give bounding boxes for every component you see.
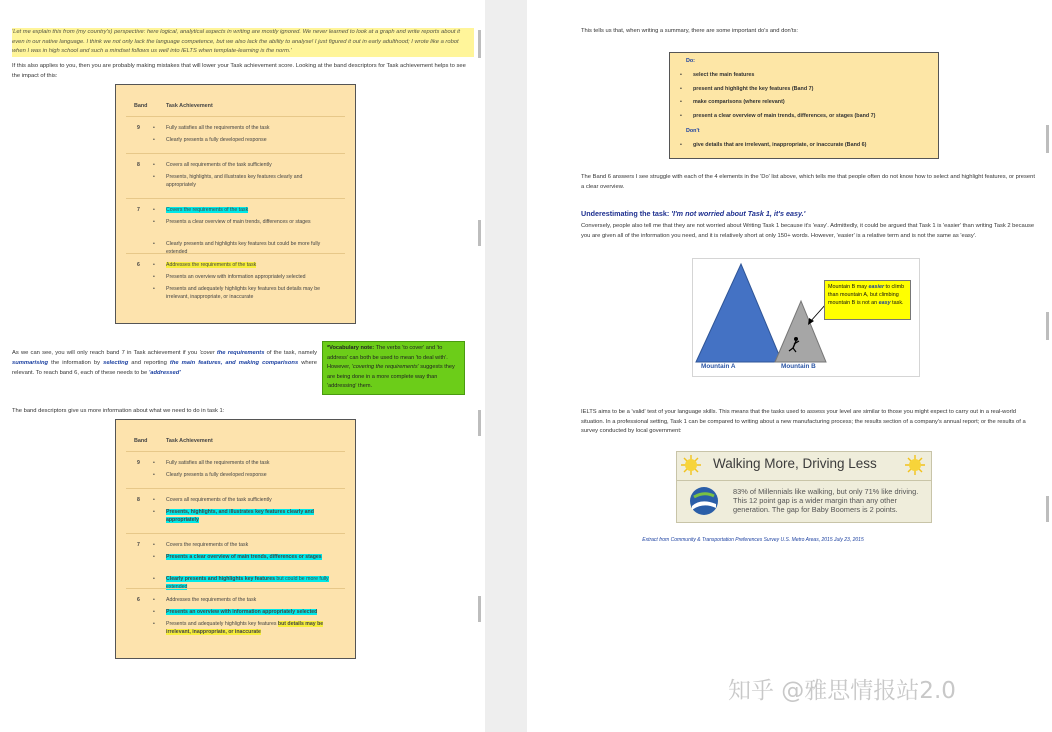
band-descriptor-intro: The band descriptors give us more information about what we need to do in task 1: bbox=[12, 408, 225, 414]
summary-intro: This tells us that, when writing a summary, there are some important do's and don'ts: bbox=[581, 28, 799, 34]
bullet: • bbox=[153, 497, 155, 503]
text-run: of the task, namely bbox=[264, 350, 317, 356]
scrollbar-thumb[interactable] bbox=[478, 30, 481, 58]
band-column-header: Band bbox=[134, 438, 148, 444]
band6-paragraph: The Band 6 answers I see struggle with each of the 4 elements in the 'Do' list above, which tells me that people often do not know how to select and highlight features, or present a clear overview. bbox=[581, 174, 1035, 190]
band-number: 7 bbox=[137, 207, 140, 213]
text-run: where relevant. To reach band 6, each of these needs to be bbox=[12, 360, 318, 376]
text-run: selecting bbox=[103, 360, 129, 366]
text-run: ' suggests they are being done in a more complete way than 'addressing' them. bbox=[327, 364, 455, 389]
text-run: to climb than mountain A, but climbing mountain B is not an bbox=[828, 284, 905, 306]
band-number: 6 bbox=[137, 597, 140, 603]
band-column-header: Band bbox=[134, 103, 148, 109]
descriptor-run: but could be more fully extended bbox=[166, 576, 329, 590]
descriptor-text bbox=[166, 553, 333, 561]
descriptor-run: Presents an overview with information appropriately selected bbox=[166, 274, 306, 280]
descriptor-text bbox=[166, 459, 333, 467]
bullet: • bbox=[153, 219, 155, 225]
band-row bbox=[126, 153, 345, 198]
survey-logo-icon bbox=[689, 486, 719, 516]
list-item-text: present a clear overview of main trends, differences, or stages (band 7) bbox=[693, 112, 876, 119]
descriptor-text bbox=[166, 261, 333, 269]
descriptor-run: Clearly presents a fully developed response bbox=[166, 137, 267, 143]
mountain-b-triangle bbox=[775, 301, 826, 362]
descriptor-run: Covers the requirements of the task bbox=[166, 207, 249, 213]
bullet: • bbox=[680, 112, 682, 119]
bullet: • bbox=[153, 576, 155, 582]
scrollbar-thumb[interactable] bbox=[1046, 312, 1049, 340]
bullet: • bbox=[153, 542, 155, 548]
band-number: 8 bbox=[137, 497, 140, 503]
text-run: 'addressed' bbox=[148, 370, 181, 376]
bullet: • bbox=[153, 274, 155, 280]
text-run: easy bbox=[878, 300, 891, 306]
sun-icon bbox=[681, 455, 701, 475]
descriptor-text bbox=[166, 124, 333, 132]
mountain-callout bbox=[824, 280, 911, 320]
descriptor-run: Presents, highlights, and illustrates key features clearly and appropriately bbox=[166, 174, 303, 188]
survey-caption: Extract from Community & Transportation Preferences Survey U.S. Metro Areas, 2015 July 23, 2015 bbox=[642, 537, 864, 543]
section-heading bbox=[581, 209, 805, 218]
band-number: 6 bbox=[137, 262, 140, 268]
descriptor-run: but details may be irrelevant, inappropriate, or inaccurate bbox=[166, 621, 324, 635]
band-number: 8 bbox=[137, 162, 140, 168]
descriptor-run: Presents a clear overview of main trends, differences or stages bbox=[166, 219, 311, 225]
text-run: task. bbox=[890, 300, 904, 306]
task-achievement-column-header: Task Achievement bbox=[166, 103, 213, 109]
descriptor-run: Presents, highlights, and illustrates key features clearly and appropriately bbox=[166, 509, 314, 523]
descriptor-run: Presents a clear overview of main trends, differences or stages bbox=[166, 554, 322, 560]
bullet: • bbox=[153, 174, 155, 180]
descriptor-text bbox=[166, 136, 333, 144]
right-page bbox=[527, 0, 1052, 732]
descriptor-run: Presents an overview with information appropriately selected bbox=[166, 609, 318, 615]
bullet: • bbox=[153, 460, 155, 466]
descriptor-run: Fully satisfies all the requirements of the task bbox=[166, 125, 270, 131]
bullet: • bbox=[153, 554, 155, 560]
bullet: • bbox=[153, 162, 155, 168]
bullet: • bbox=[680, 72, 682, 78]
band-row bbox=[126, 451, 345, 488]
band-row bbox=[126, 253, 345, 312]
mountain-illustration bbox=[692, 258, 920, 377]
bullet: • bbox=[680, 85, 682, 92]
text-run: Mountain B may bbox=[828, 284, 869, 290]
band-number: 9 bbox=[137, 460, 140, 466]
bullet: • bbox=[153, 137, 155, 143]
descriptor-text bbox=[166, 620, 333, 636]
descriptor-run: Covers all requirements of the task sufficiently bbox=[166, 497, 272, 503]
scrollbar-thumb[interactable] bbox=[478, 596, 481, 622]
descriptor-text bbox=[166, 161, 333, 169]
ielts-validity-paragraph: IELTS aims to be a 'valid' test of your language skills. This means that the tasks used to assess your level are similar to those you might expect to carry out in a real-world situation. In a professional setting, Task 1 can be compared to writing about a new manufacturing process; the results section of a company's annual report; or the results of a survey conducted by local government: bbox=[581, 409, 1026, 434]
left-page bbox=[0, 0, 485, 732]
text-run: the information by bbox=[48, 360, 104, 366]
text-run: the requirements bbox=[216, 350, 265, 356]
bullet: • bbox=[153, 207, 155, 213]
descriptor-text bbox=[166, 496, 333, 504]
list-item-text: select the main features bbox=[693, 72, 755, 78]
sun-icon bbox=[905, 455, 925, 475]
conversely-paragraph: Conversely, people also tell me that they are not worried about Writing Task 1 because it's 'easy'. Admittedly, it could be argued that Task 1 is 'easier' than writing Task 2 because you are given all of the information you need, and it is relatively short at only 150+ words. However, 'easier' is a relative term and is not the same as 'easy'. bbox=[581, 223, 1035, 239]
bullet: • bbox=[153, 125, 155, 131]
descriptor-text bbox=[166, 508, 333, 524]
task-achievement-column-header: Task Achievement bbox=[166, 438, 213, 444]
band-row bbox=[126, 488, 345, 533]
descriptor-run: Clearly presents a fully developed response bbox=[166, 472, 267, 478]
heading-text: Underestimating the task: bbox=[581, 209, 672, 218]
bullet: • bbox=[153, 609, 155, 615]
band-row bbox=[126, 533, 345, 588]
do-heading: Do: bbox=[686, 58, 695, 64]
descriptor-run: Clearly presents and highlights key features but could be more fully extended bbox=[166, 241, 321, 255]
bullet: • bbox=[153, 472, 155, 478]
band-descriptor-table-highlighted bbox=[115, 419, 356, 659]
band-descriptor-table bbox=[115, 84, 356, 324]
survey-body: 83% of Millennials like walking, but only 71% like driving. This 12 point gap is a wider margin than any other generation. The gap for Baby Boomers is 2 points. bbox=[733, 487, 919, 515]
bullet: • bbox=[680, 142, 682, 148]
list-item-text: make comparisons (where relevant) bbox=[693, 99, 785, 105]
band-number: 7 bbox=[137, 542, 140, 548]
band-row bbox=[126, 198, 345, 253]
descriptor-run: Addresses the requirements of the task bbox=[166, 597, 257, 603]
divider bbox=[677, 480, 931, 481]
text-run: 'cover bbox=[199, 350, 217, 356]
scrollbar-thumb[interactable] bbox=[1046, 125, 1049, 153]
descriptor-text bbox=[166, 541, 333, 549]
mountain-b-label: Mountain B bbox=[781, 363, 816, 370]
list-item-text: present and highlight the key features (Band 7) bbox=[693, 85, 814, 92]
text-run: *Vocabulary note: bbox=[327, 345, 376, 351]
bullet: • bbox=[153, 509, 155, 515]
descriptor-run: Presents and adequately highlights key features bbox=[166, 621, 278, 627]
text-run: easier bbox=[868, 284, 885, 290]
descriptor-text bbox=[166, 608, 333, 616]
scrollbar-thumb[interactable] bbox=[478, 410, 481, 436]
descriptor-run: Presents and adequately highlights key features but details may be irrelevant, inappropriate, or inaccurate bbox=[166, 286, 320, 300]
vocabulary-note bbox=[322, 341, 465, 395]
scrollbar-thumb[interactable] bbox=[478, 220, 481, 246]
descriptor-text bbox=[166, 285, 333, 301]
descriptor-run: Clearly presents and highlights key features bbox=[166, 576, 275, 582]
text-run: summarising bbox=[12, 360, 49, 366]
descriptor-run: Covers all requirements of the task sufficiently bbox=[166, 162, 272, 168]
descriptor-run: Addresses the requirements of the task bbox=[166, 262, 257, 268]
survey-graphic bbox=[676, 451, 932, 523]
descriptor-text bbox=[166, 273, 333, 281]
bullet: • bbox=[680, 99, 682, 105]
band-row bbox=[126, 588, 345, 647]
text-run: The verbs 'to cover' and 'to address' can both be used to mean 'to deal with'. However, bbox=[327, 345, 448, 370]
bullet: • bbox=[153, 621, 155, 627]
bullet: • bbox=[153, 597, 155, 603]
watermark: 知乎 @雅思情报站2.0 bbox=[728, 678, 956, 704]
intro-paragraph: If this also applies to you, then you are probably making mistakes that will lower your Task achievement score. Looking at the band descriptors for Task achievement helps to see the impact of this: bbox=[12, 63, 466, 79]
band-row bbox=[126, 116, 345, 153]
list-item-text: give details that are irrelevant, inappropriate, or inaccurate (Band 6) bbox=[693, 142, 867, 148]
text-run: and reporting bbox=[128, 360, 170, 366]
text-run: 'covering the requirements bbox=[351, 364, 418, 370]
descriptor-text bbox=[166, 471, 333, 479]
bullet: • bbox=[153, 262, 155, 268]
descriptor-run: Covers the requirements of the task bbox=[166, 542, 249, 548]
band-number: 9 bbox=[137, 125, 140, 131]
dont-heading: Don't bbox=[686, 128, 700, 134]
descriptor-text bbox=[166, 173, 333, 189]
bullet: • bbox=[153, 286, 155, 292]
survey-title: Walking More, Driving Less bbox=[713, 456, 877, 471]
student-quote: 'Let me explain this from (my country's) perspective: here logical, analytical aspects in writing are mostly ignored. We never learned to look at a graph and write reports about it even in our native language. I think we not only lack the language competence, but we also lack the ability to analyse! I just figured it out in early adulthood; I wrote like a robot when I was in high school and such a mindset follows us well into IELTS when template-learning is the norm.' bbox=[12, 28, 474, 57]
descriptor-text bbox=[166, 206, 333, 214]
descriptor-text bbox=[166, 596, 333, 604]
mountain-a-label: Mountain A bbox=[701, 363, 736, 370]
mountain-a-triangle bbox=[696, 264, 782, 362]
scrollbar-thumb[interactable] bbox=[1046, 496, 1049, 522]
bullet: • bbox=[153, 241, 155, 247]
descriptor-text bbox=[166, 218, 333, 226]
descriptor-run: Fully satisfies all the requirements of the task bbox=[166, 460, 270, 466]
cover-requirements-paragraph bbox=[12, 348, 317, 378]
dos-and-donts-box bbox=[669, 52, 939, 159]
text-run: As we can see, you will only reach band 7 in Task achievement if you bbox=[12, 350, 200, 356]
heading-quote: 'I'm not worried about Task 1, it's easy.' bbox=[671, 209, 806, 218]
text-run: the main features, and making comparisons bbox=[169, 360, 299, 366]
